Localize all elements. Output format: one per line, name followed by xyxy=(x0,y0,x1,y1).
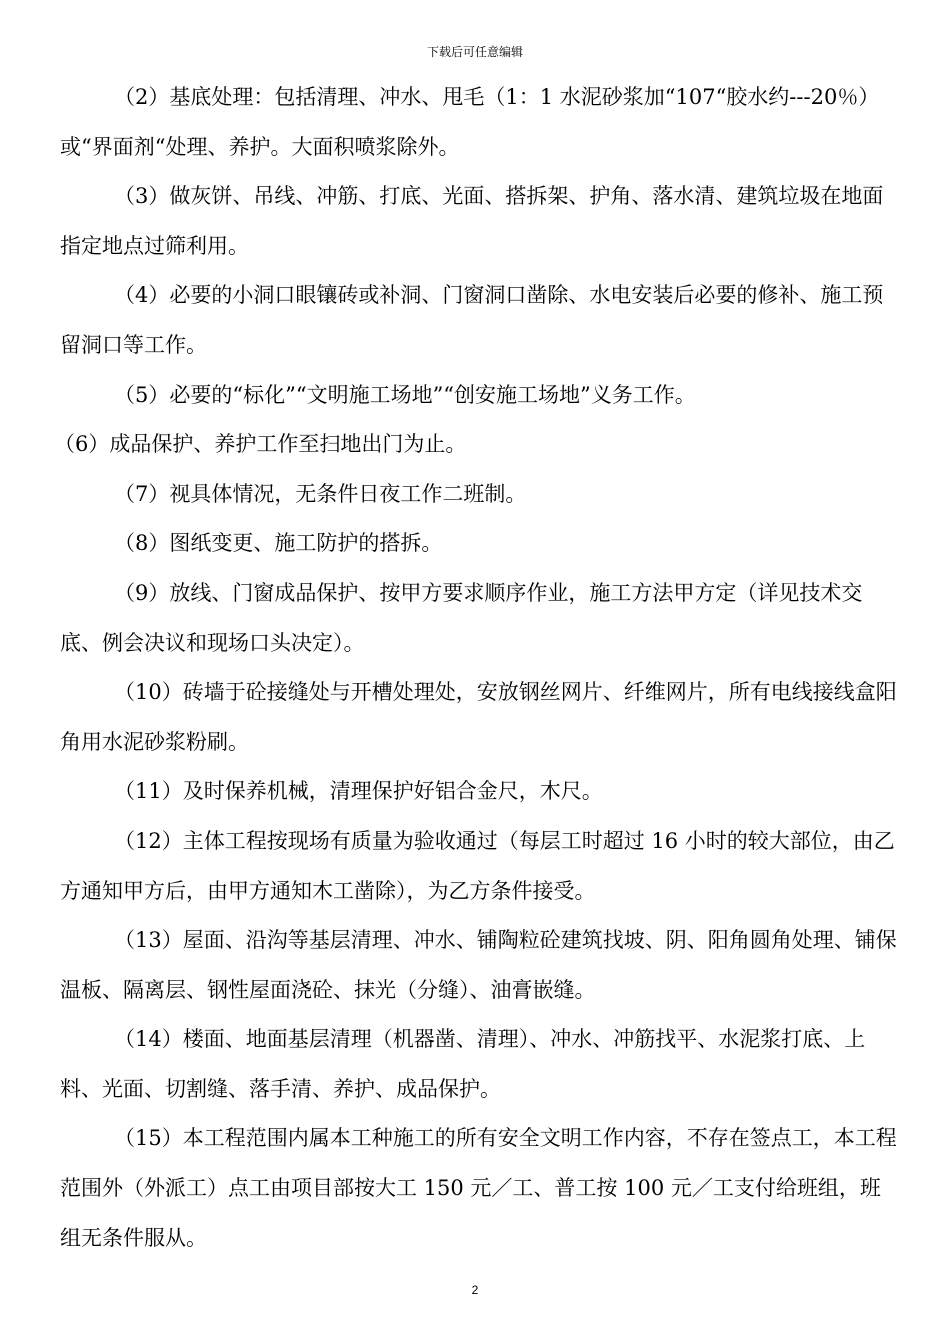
paragraph-14: （14）楼面、地面基层清理（机器凿、清理）、冲水、冲筋找平、水泥浆打底、上料、光面、切割缝、落手清、养护、成品保护。 xyxy=(60,1027,866,1101)
page-header: 下载后可任意编辑 xyxy=(426,45,523,59)
document-body xyxy=(54,73,900,1263)
paragraph-9: （9）放线、门窗成品保护、按甲方要求顺序作业，施工方法甲方定（详见技术交底、例会决议和现场口头决定）。 xyxy=(60,580,863,655)
paragraph-12: （12）主体工程按现场有质量为验收通过（每层工时超过 16 小时的较大部位，由乙方通知甲方后，由甲方通知木工凿除），为乙方条件接受。 xyxy=(60,828,895,903)
paragraph-11: （11）及时保养机械，清理保护好铝合金尺，木尺。 xyxy=(114,779,603,804)
page-number: 2 xyxy=(471,1283,479,1297)
paragraph-8: （8）图纸变更、施工防护的搭拆。 xyxy=(114,531,443,556)
paragraph-3: （3）做灰饼、吊线、冲筋、打底、光面、搭拆架、护角、落水清、建筑垃圾在地面指定地点过筛利用。 xyxy=(60,184,884,258)
paragraph-5: （5）必要的“标化”“文明施工场地”“创安施工场地”义务工作。 xyxy=(114,382,696,407)
paragraph-6: （6）成品保护、养护工作至扫地出门为止。 xyxy=(54,432,467,457)
paragraph-10: （10）砖墙于砼接缝处与开槽处理处，安放钢丝网片、纤维网片，所有电线接线盒阳角用水泥砂浆粉刷。 xyxy=(60,680,897,754)
paragraph-13: （13）屋面、沿沟等基层清理、冲水、铺陶粒砼建筑找坡、阴、阳角圆角处理、铺保温板、隔离层、钢性屋面浇砼、抹光（分缝）、油膏嵌缝。 xyxy=(60,928,897,1002)
paragraph-15: （15）本工程范围内属本工种施工的所有安全文明工作内容，不存在签点工，本工程范围外（外派工）点工由项目部按大工 150 元／工、普工按 100 元／工支付给班组，班组无条件服从。 xyxy=(60,1126,897,1250)
paragraph-7: （7）视具体情况，无条件日夜工作二班制。 xyxy=(114,481,527,506)
paragraph-4: （4）必要的小洞口眼镶砖或补洞、门窗洞口凿除、水电安装后必要的修补、施工预留洞口等工作。 xyxy=(60,283,884,357)
paragraph-2: （2）基底处理：包括清理、冲水、甩毛（1：1 水泥砂浆加“107“胶水约---20％）或“界面剂“处理、养护。大面积喷浆除外。 xyxy=(60,85,880,159)
